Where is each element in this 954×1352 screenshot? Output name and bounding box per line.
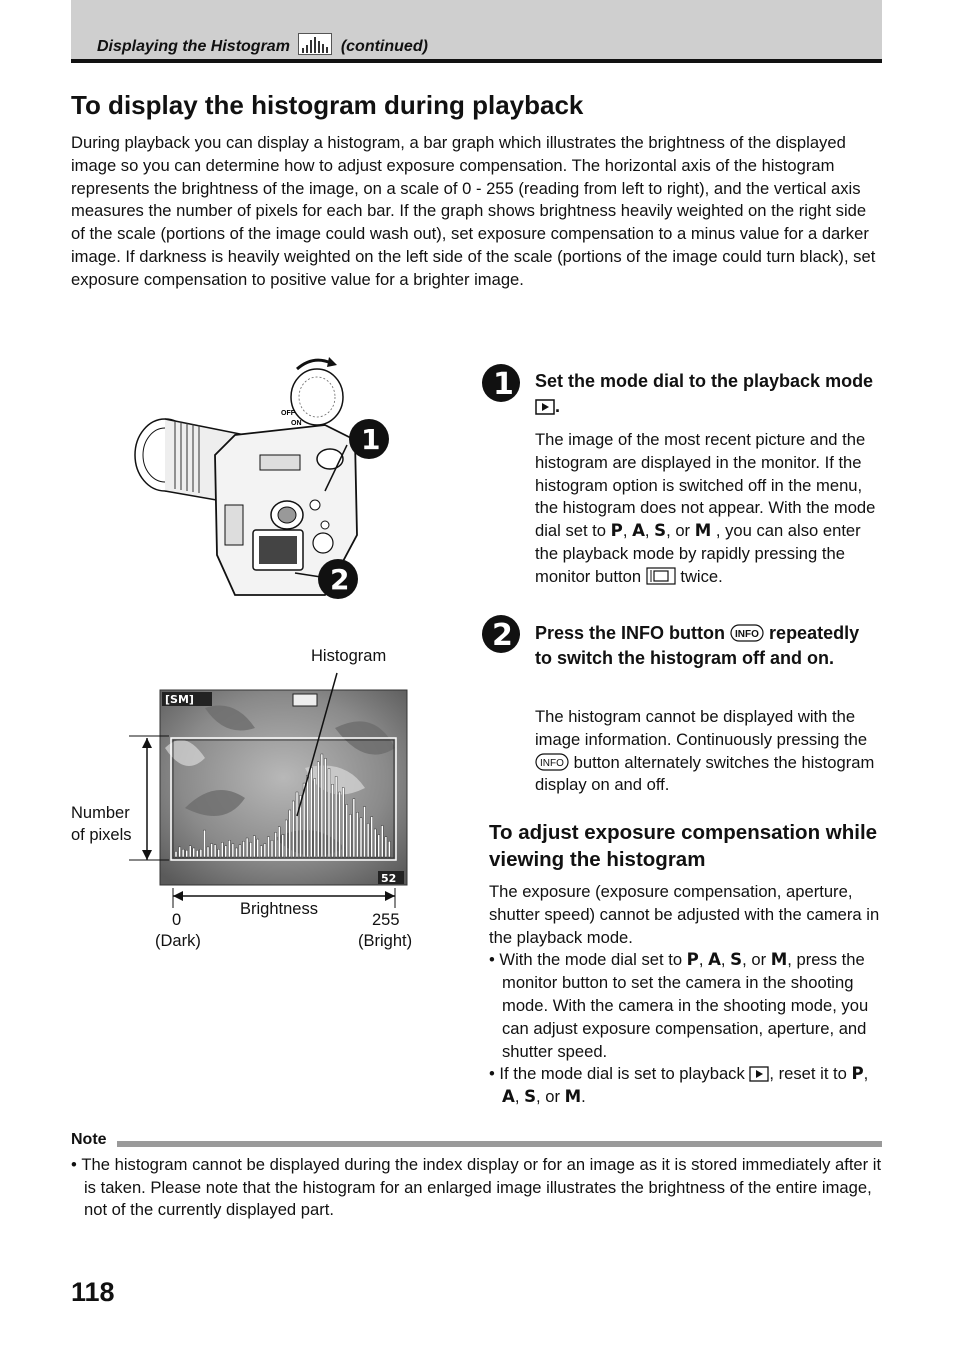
monitor-button-icon xyxy=(646,567,676,585)
histogram-bar xyxy=(257,839,259,857)
step-2-body: The histogram cannot be displayed with the image information. Continuously pressing the INFO button alternately switches the histogram display on and off. xyxy=(535,707,875,795)
protect-icon xyxy=(293,694,317,706)
histogram-bar xyxy=(321,754,323,857)
histogram-bar xyxy=(200,849,202,857)
header-suffix: (continued) xyxy=(340,38,428,55)
step-2-title: Press the INFO button INFO repeatedly to switch the histogram off and on. xyxy=(535,623,860,668)
histogram-bar xyxy=(196,850,198,857)
y-axis-label xyxy=(71,802,132,846)
histogram-bar xyxy=(246,838,248,857)
histogram-icon xyxy=(298,33,332,55)
histogram-bar xyxy=(328,769,330,858)
camera-illustration xyxy=(125,355,395,605)
histogram-bar xyxy=(207,847,209,857)
histogram-bar xyxy=(189,846,191,857)
histogram-bar xyxy=(253,836,255,857)
histogram-bar xyxy=(296,792,298,857)
histogram-bar xyxy=(179,847,181,857)
histogram-bar xyxy=(289,810,291,857)
step-1-number xyxy=(481,363,521,403)
playback-icon-inline xyxy=(749,1066,769,1082)
histogram-bar xyxy=(310,767,312,857)
y-axis-label-line2: of pixels xyxy=(71,826,132,844)
step-1-body: The image of the most recent picture and the histogram are displayed in the monitor. If the histogram option is switched off in the menu, the histogram does not appear. With the mode dial set to P, A, S, or M , you can also enter the playback mode by rapidly pressing the monitor button twice. xyxy=(535,430,876,586)
histogram-bar xyxy=(360,818,362,857)
note-label: Note xyxy=(71,1131,107,1148)
histogram-bar xyxy=(236,848,238,857)
running-header xyxy=(97,33,428,56)
histogram-figure xyxy=(125,668,420,908)
histogram-bar xyxy=(374,829,376,857)
histogram-bar xyxy=(264,844,266,857)
histogram-bar xyxy=(260,846,262,857)
x-axis-label: Brightness xyxy=(240,900,318,918)
histogram-bar xyxy=(388,841,390,857)
histogram-bar xyxy=(211,844,213,857)
histogram-bar xyxy=(175,851,177,857)
histogram-bar xyxy=(314,779,316,857)
histogram-bar xyxy=(385,837,387,857)
histogram-bar xyxy=(221,842,223,857)
histogram-bar xyxy=(232,844,234,857)
histogram-bar xyxy=(271,840,273,857)
histogram-bar xyxy=(342,788,344,857)
histogram-bar xyxy=(228,840,230,857)
svg-text:INFO: INFO xyxy=(735,629,759,640)
step-2-number xyxy=(481,614,521,654)
adjust-body xyxy=(489,881,884,1109)
y-axis-label-line1: Number xyxy=(71,804,130,822)
histogram-bar xyxy=(250,842,252,857)
x-axis-min: 0 xyxy=(172,911,182,929)
dial-off-label: OFF xyxy=(281,410,295,417)
adjust-title: To adjust exposure compensation while viewing the histogram xyxy=(489,821,878,871)
info-button-icon-inline xyxy=(535,753,569,771)
intro-paragraph: During playback you can display a histogram, a bar graph which illustrates the brightness of the displayed image so you can determine how to adjust exposure compensation. The horizontal axis of the histogram represents the brightness of the image, on a scale of 0 - 255 (reading from left to right), and the vertical axis measures the number of pixels for each bar. If the graph shows brightness heavily weighted on the right side of the scale (portions of the image could wash out), set exposure compensation to a minus value for a darker image. If darkness is heavily weighted on the left side of the scale (portions of the image could turn black), set exposure compensation to positive value for a brighter image. xyxy=(71,133,876,289)
histogram-bar xyxy=(367,823,369,857)
histogram-bar xyxy=(268,837,270,857)
histogram-bar xyxy=(204,830,206,857)
histogram-bar xyxy=(349,814,351,857)
histogram-bar xyxy=(225,846,227,857)
histogram-bar xyxy=(278,827,280,857)
histogram-bar xyxy=(317,762,319,857)
x-axis-max-note: (Bright) xyxy=(358,932,413,950)
step-1-title-text: Set the mode dial to the playback mode xyxy=(535,371,874,391)
step-1-title: Set the mode dial to the playback mode . xyxy=(535,371,874,416)
callout-2: 2 xyxy=(330,563,350,596)
header-title: Displaying the Histogram xyxy=(97,38,290,55)
info-button-icon xyxy=(730,624,764,642)
histogram-bar xyxy=(243,841,245,857)
adjust-bullet-2: • If the mode dial is set to playback , reset it to P, A, S, or M. xyxy=(489,1064,869,1107)
screen-mode-indicator: [SM] xyxy=(165,693,194,706)
histogram-bar xyxy=(335,776,337,857)
note-text: • The histogram cannot be displayed during the index display or for an image as it is stored immediately after it is taken. Please note that the histogram for an enlarged image illustrates the brightness of the entire image, not of the currently displayed part. xyxy=(71,1155,882,1220)
histogram-bar xyxy=(218,849,220,857)
histogram-bar xyxy=(339,792,341,857)
mode-dial xyxy=(281,357,343,427)
histogram-bar xyxy=(356,812,358,857)
histogram-bar xyxy=(275,832,277,857)
histogram-bar xyxy=(214,845,216,857)
histogram-bar xyxy=(364,807,366,857)
x-axis-min-note: (Dark) xyxy=(155,932,201,950)
histogram-bar xyxy=(371,817,373,857)
adjust-bullet-1: • With the mode dial set to P, A, S, or M, press the monitor button to set the camera in the shooting mode. With the camera in the shooting mode, you can adjust exposure compensation, aperture, and shutter speed. xyxy=(489,950,869,1061)
adjust-paragraph: The exposure (exposure compensation, aperture, shutter speed) cannot be adjusted with the camera in the playback mode. xyxy=(489,882,880,947)
histogram-bar xyxy=(324,758,326,857)
histogram-bar xyxy=(285,820,287,857)
note-rule xyxy=(117,1141,882,1147)
histogram-bar xyxy=(346,804,348,857)
callout-1: 1 xyxy=(361,423,381,456)
histogram-bar xyxy=(182,849,184,857)
histogram-bar xyxy=(239,845,241,857)
dial-on-label: ON xyxy=(291,420,302,427)
histogram-bar xyxy=(292,801,294,857)
histogram-bar xyxy=(193,848,195,857)
svg-text:1: 1 xyxy=(493,367,514,402)
page-number: 118 xyxy=(71,1277,115,1307)
histogram-bar xyxy=(332,784,334,857)
svg-text:INFO: INFO xyxy=(540,757,564,769)
x-axis-max: 255 xyxy=(372,911,400,929)
histogram-bar xyxy=(282,835,284,857)
svg-text:2: 2 xyxy=(492,618,513,653)
histogram-bar xyxy=(381,826,383,857)
histogram-label: Histogram xyxy=(311,647,387,665)
histogram-bar xyxy=(378,835,380,857)
histogram-bar xyxy=(186,850,188,857)
histogram-bar xyxy=(353,799,355,857)
section-title: To display the histogram during playback xyxy=(71,90,584,120)
screen-frame-count: 52 xyxy=(381,872,397,885)
histogram-bar xyxy=(307,775,309,857)
playback-mode-icon xyxy=(535,399,555,415)
